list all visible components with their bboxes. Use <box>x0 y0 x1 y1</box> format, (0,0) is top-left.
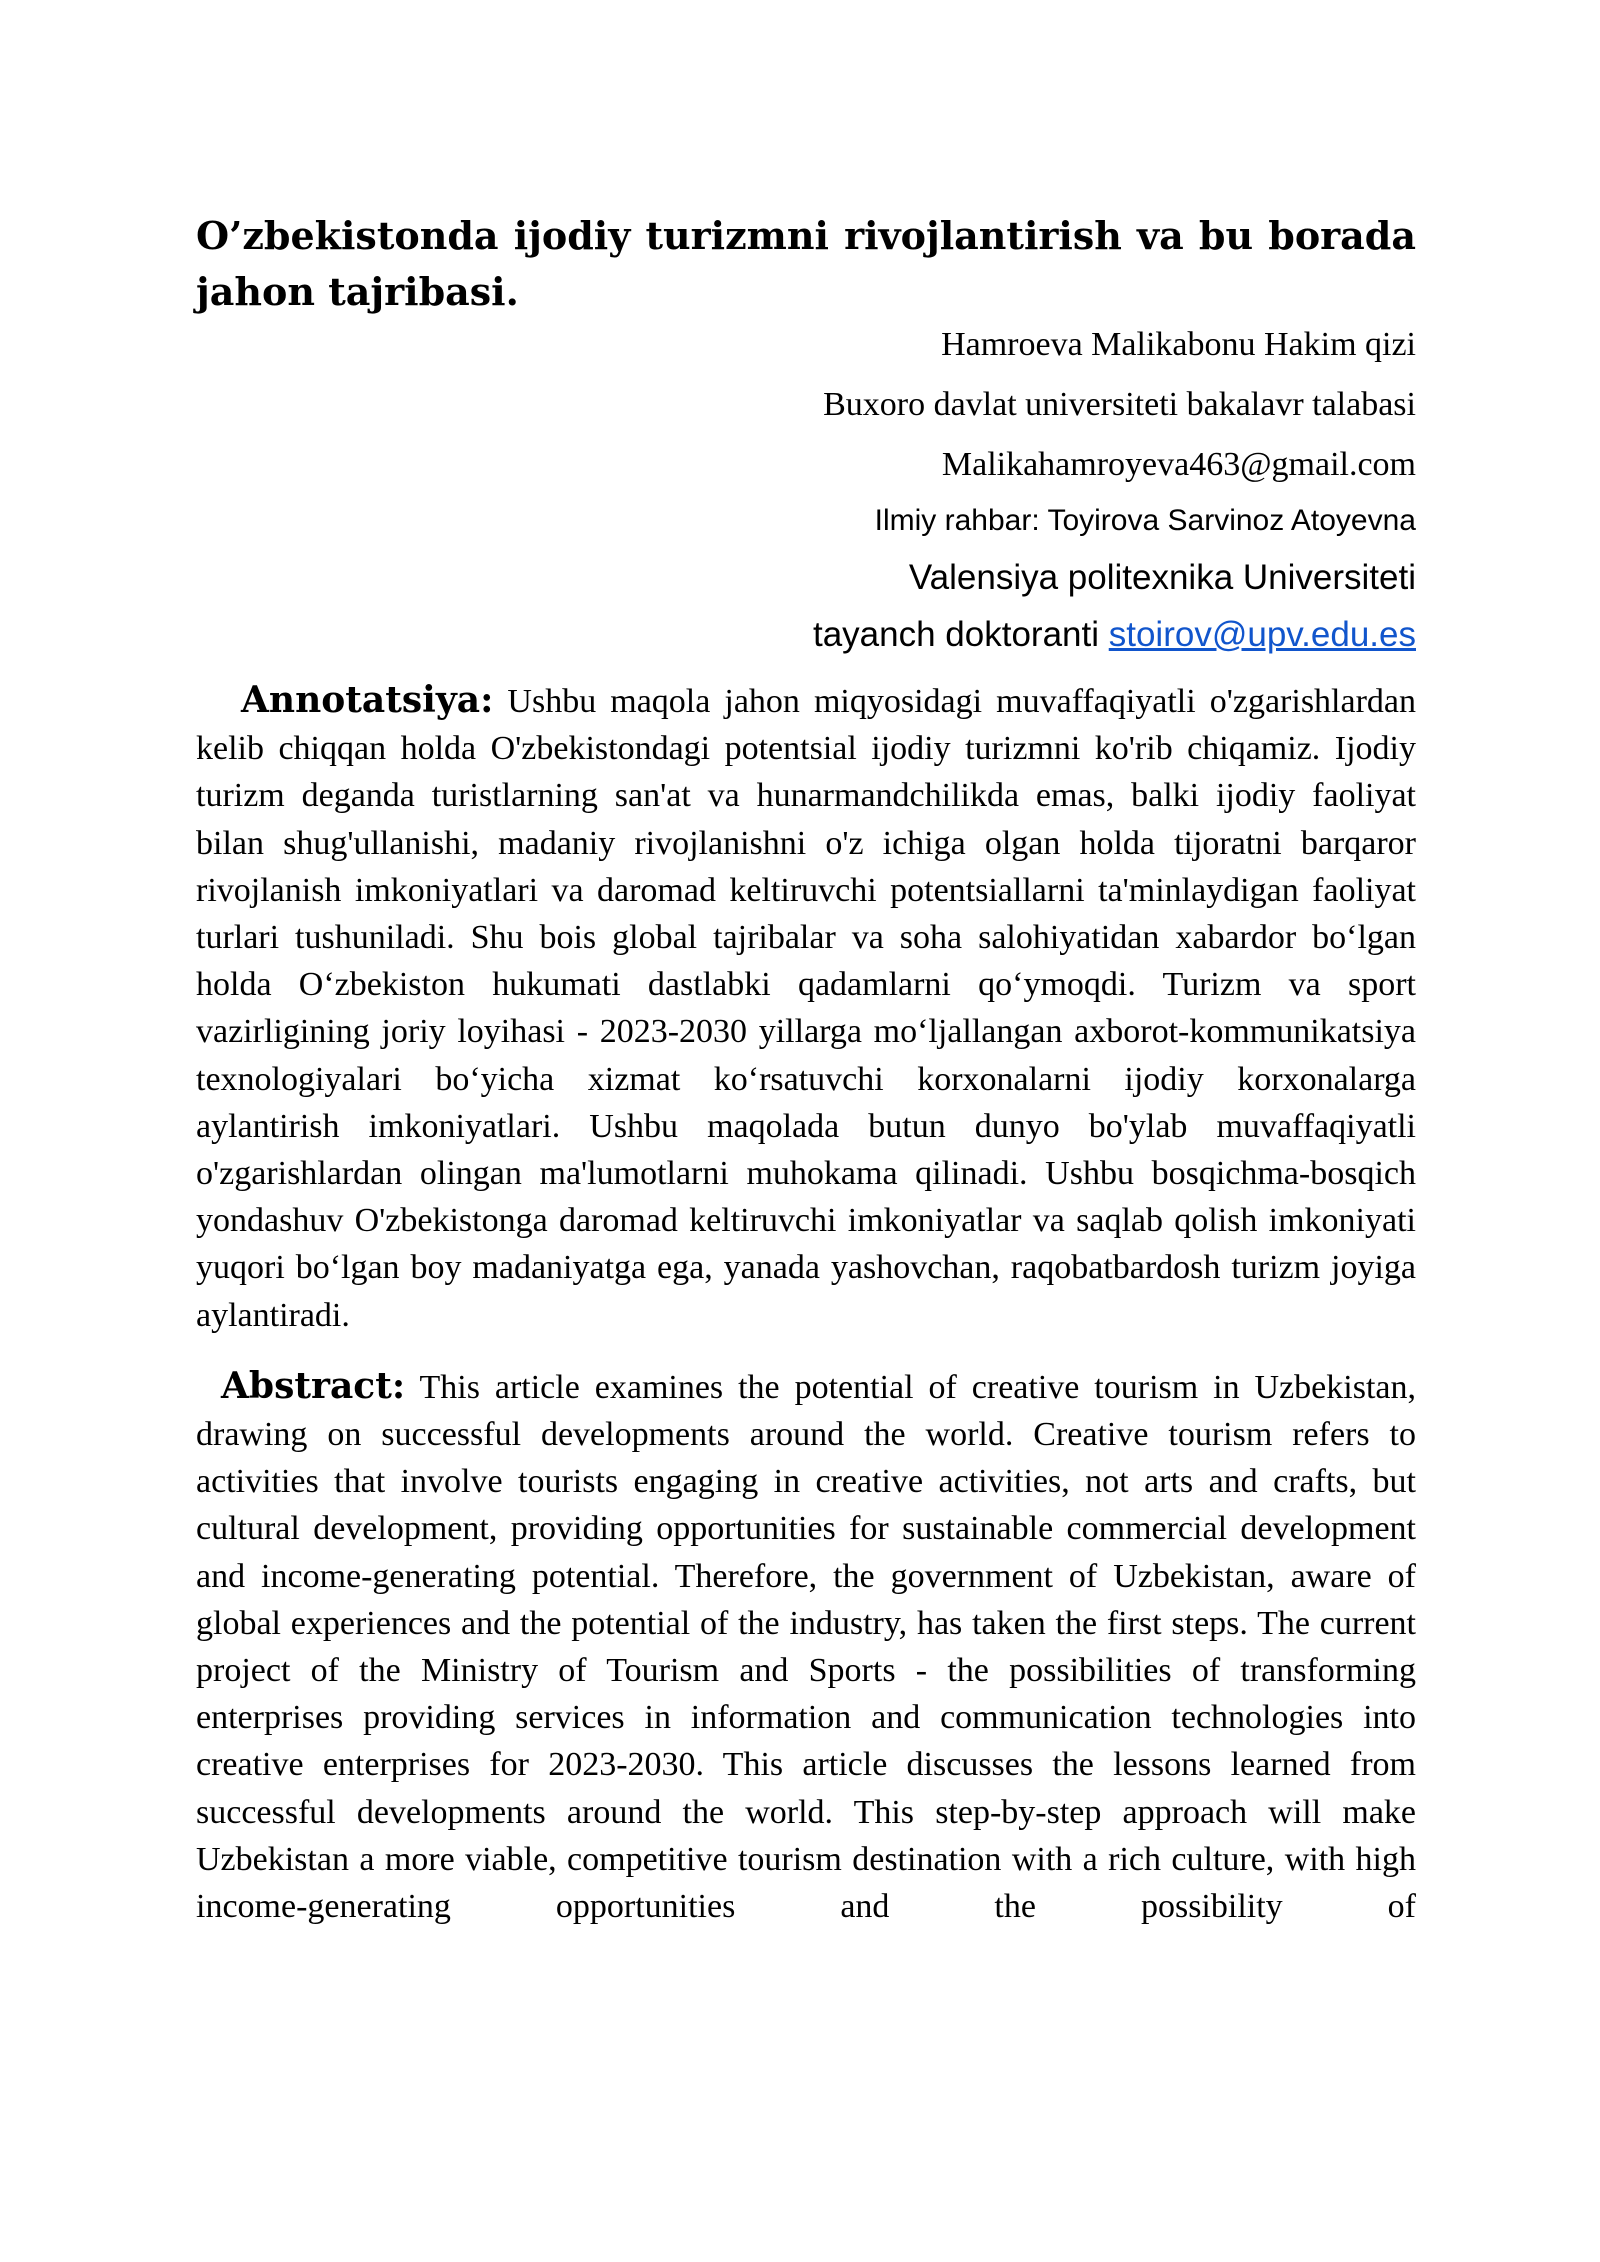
advisor-position-line <box>196 615 1416 655</box>
abstract-paragraph <box>196 1363 1416 1930</box>
annotation-heading: Annotatsiya: <box>241 679 494 721</box>
author-name: Hamroeva Malikabonu Hakim qizi <box>941 326 1416 363</box>
paper-page <box>196 208 1416 1930</box>
author-affiliation: Buxoro davlat universiteti bakalavr talabasi <box>823 386 1416 423</box>
author-email: Malikahamroyeva463@gmail.com <box>941 446 1416 483</box>
abstract-text: This article examines the potential of creative tourism in Uzbekistan, drawing on successful developments around the world. Creative tourism refers to activities that involve tourists engaging in creative activities, not arts and crafts, but cultural development, providing opportunities for sustainable commercial development and income-generating potential. Therefore, the government of Uzbekistan, aware of global experiences and the potential of the industry, has taken the first steps. The current project of the Ministry of Tourism and Sports - the possibilities of transforming enterprises providing services in information and communication technologies into creative enterprises for 2023-2030. This article discusses the lessons learned from successful developments around the world. This step-by-step approach will make Uzbekistan a more viable, competitive tourism destination with a rich culture, with high income-generating opportunities and the possibility of <box>196 1368 1416 1926</box>
annotation-paragraph <box>196 677 1416 1339</box>
abstract-heading: Abstract: <box>221 1364 406 1407</box>
advisor-university: Valensiya politexnika Universiteti <box>908 558 1416 597</box>
advisor-name: Ilmiy rahbar: Toyirova Sarvinoz Atoyevna <box>874 504 1416 537</box>
advisor-email-link[interactable]: stoirov@upv.edu.es <box>1108 615 1416 654</box>
paper-title: O’zbekistonda ijodiy turizmni rivojlantirish va bu borada jahon tajribasi. <box>196 213 1416 314</box>
advisor-position: tayanch doktoranti <box>812 615 1099 654</box>
annotation-text: Ushbu maqola jahon miqyosidagi muvaffaqiyatli o'zgarishlardan kelib chiqqan holda O'zbekistondagi potentsial ijodiy turizmni ko'rib chiqamiz. Ijodiy turizm deganda turistlarning san'at va hunarmandchilikda emas, balki ijodiy faoliyat bilan shug'ullanishi, madaniy rivojlanishni o'z ichiga olgan holda tijoratni barqaror rivojlanish imkoniyatlari va daromad keltiruvchi potentsiallarni ta'minlaydigan faoliyat turlari tushuniladi. Shu bois global tajribalar va soha salohiyatidan xabardor bo‘lgan holda O‘zbekiston hukumati dastlabki qadamlarni qo‘ymoqdi. Turizm va sport vazirligining joriy loyihasi - 2023-2030 yillarga mo‘ljallangan axborot-kommunikatsiya texnologiyalari bo‘yicha xizmat ko‘rsatuvchi korxonalarni ijodiy korxonalarga aylantirish imkoniyatlari. Ushbu maqolada butun dunyo bo'ylab muvaffaqiyatli o'zgarishlardan olingan ma'lumotlarni muhokama qilinadi. Ushbu bosqichma-bosqich yondashuv O'zbekistonga daromad keltiruvchi imkoniyatlar va saqlab qolish imkoniyati yuqori bo‘lgan boy madaniyatga ega, yanada yashovchan, raqobatbardosh turizm joyiga aylantiradi. <box>196 683 1417 1334</box>
author-block <box>196 326 1416 655</box>
